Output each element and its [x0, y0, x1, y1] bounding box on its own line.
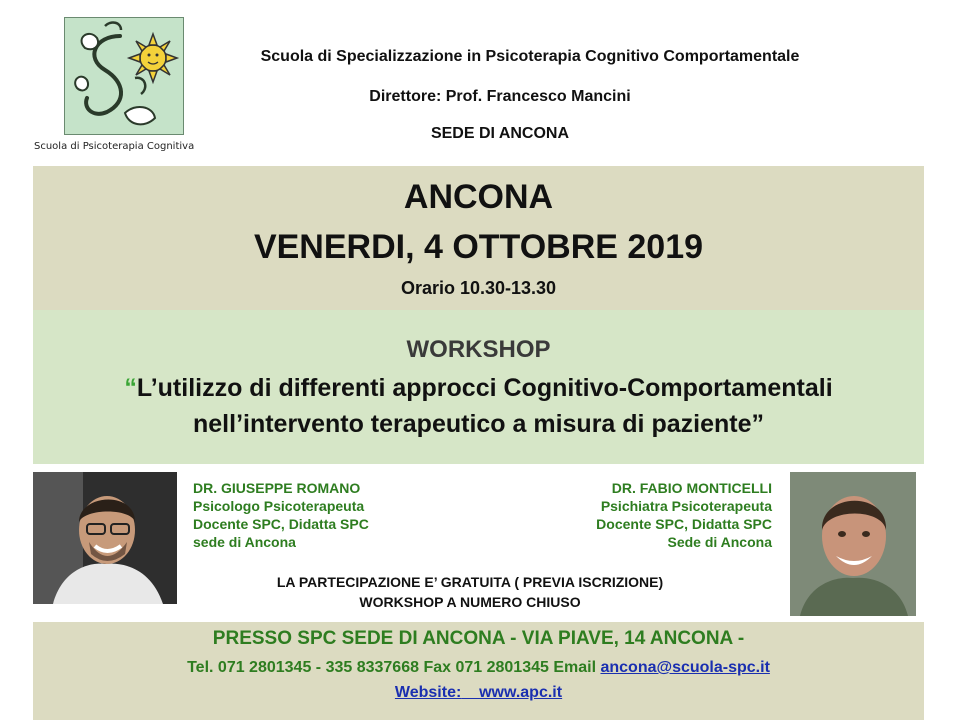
workshop-title-line2: nell’intervento terapeutico a misura di paziente” [193, 410, 764, 438]
website-link[interactable]: www.apc.it [479, 684, 563, 701]
website-line [33, 684, 924, 702]
speaker-location: sede di Ancona [193, 534, 296, 550]
logo-icon [65, 18, 184, 135]
workshop-title-line1 [33, 374, 924, 403]
speaker-photo-romano [33, 472, 177, 604]
participation-line2: WORKSHOP A NUMERO CHIUSO [359, 594, 581, 610]
address-band [33, 622, 924, 720]
school-logo [64, 17, 184, 135]
participation-info [180, 572, 760, 612]
speaker-teaching: Docente SPC, Didatta SPC [596, 516, 772, 532]
participation-line1: LA PARTECIPAZIONE E’ GRATUITA ( PREVIA ISCRIZIONE) [276, 574, 664, 590]
logo-caption: Scuola di Psicoterapia Cognitiva [34, 141, 195, 152]
person-photo-icon [33, 472, 177, 604]
workshop-title-text1: L’utilizzo di differenti approcci Cognitivo-Comportamentali [136, 374, 833, 402]
event-time: Orario 10.30-13.30 [400, 278, 557, 298]
speaker-teaching: Docente SPC, Didatta SPC [193, 516, 369, 532]
speaker-name: DR. GIUSEPPE ROMANO [193, 480, 361, 496]
email-link[interactable]: ancona@scuola-spc.it [600, 659, 770, 676]
contacts [33, 659, 924, 677]
director: Direttore: Prof. Francesco Mancini [369, 88, 631, 105]
speaker-romano [193, 479, 453, 551]
school-name: Scuola di Specializzazione in Psicoterapia Cognitivo Comportamentale [260, 48, 800, 65]
event-date: VENERDI, 4 OTTOBRE 2019 [253, 228, 704, 266]
address: PRESSO SPC SEDE DI ANCONA - VIA PIAVE, 14 ANCONA - [212, 628, 745, 649]
event-date-band [33, 166, 924, 310]
speaker-role: Psicologo Psicoterapeuta [193, 498, 365, 514]
speaker-monticelli [520, 479, 772, 551]
website-label: Website: [394, 684, 462, 701]
event-city: ANCONA [403, 178, 554, 216]
speaker-photo-monticelli [790, 472, 916, 616]
contacts-phone-fax: Tel. 071 2801345 - 335 8337668 Fax 071 2801345 Email [187, 659, 601, 676]
speaker-role: Psichiatra Psicoterapeuta [600, 498, 772, 514]
speaker-location: Sede di Ancona [667, 534, 772, 550]
sede-label: SEDE DI ANCONA [430, 125, 570, 142]
open-quote: “ [124, 374, 137, 402]
workshop-band [33, 310, 924, 464]
workshop-label: WORKSHOP [406, 336, 551, 363]
person-photo-icon [790, 472, 916, 616]
speaker-name: DR. FABIO MONTICELLI [611, 480, 772, 496]
header [0, 0, 959, 162]
